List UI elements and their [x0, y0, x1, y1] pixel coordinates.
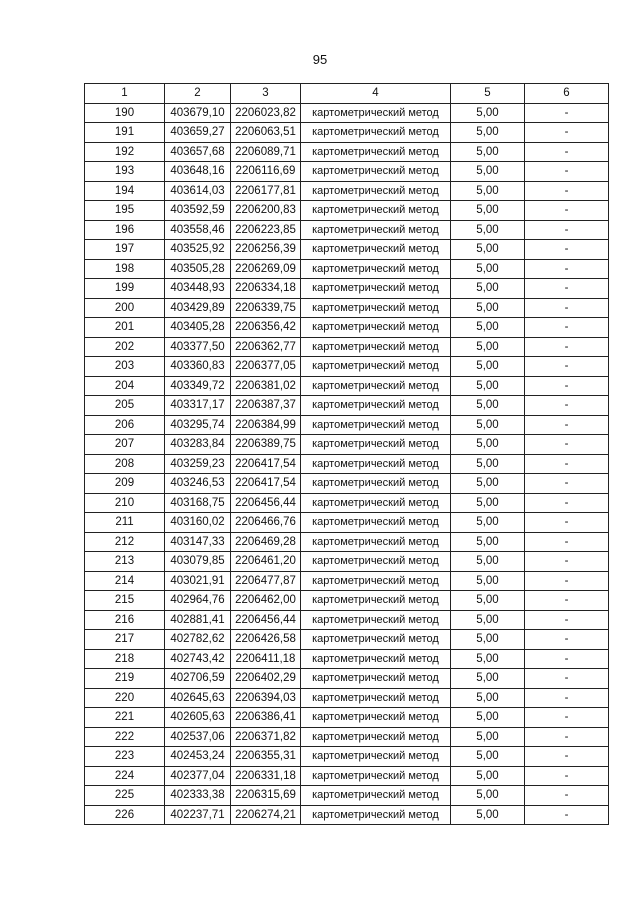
table-row [85, 532, 609, 552]
x-coordinate-cell: 403147,33 [165, 532, 231, 552]
column-header: 6 [525, 84, 609, 104]
table-row [85, 376, 609, 396]
note-cell: - [525, 376, 609, 396]
accuracy-cell: 5,00 [451, 376, 525, 396]
x-coordinate-cell: 403349,72 [165, 376, 231, 396]
y-coordinate-cell: 2206389,75 [231, 435, 301, 455]
table-row [85, 357, 609, 377]
x-coordinate-cell: 402333,38 [165, 786, 231, 806]
method-cell: картометрический метод [301, 610, 451, 630]
table-row [85, 298, 609, 318]
x-coordinate-cell: 402782,62 [165, 630, 231, 650]
table-row [85, 181, 609, 201]
x-coordinate-cell: 402537,06 [165, 727, 231, 747]
y-coordinate-cell: 2206269,09 [231, 259, 301, 279]
note-cell: - [525, 669, 609, 689]
method-cell: картометрический метод [301, 142, 451, 162]
x-coordinate-cell: 402453,24 [165, 747, 231, 767]
y-coordinate-cell: 2206356,42 [231, 318, 301, 338]
y-coordinate-cell: 2206023,82 [231, 103, 301, 123]
coordinates-table [84, 83, 609, 825]
accuracy-cell: 5,00 [451, 318, 525, 338]
table-row [85, 708, 609, 728]
accuracy-cell: 5,00 [451, 708, 525, 728]
x-coordinate-cell: 403648,16 [165, 162, 231, 182]
point-number-cell: 205 [85, 396, 165, 416]
note-cell: - [525, 591, 609, 611]
x-coordinate-cell: 403525,92 [165, 240, 231, 260]
note-cell: - [525, 435, 609, 455]
x-coordinate-cell: 403657,68 [165, 142, 231, 162]
table-body [85, 103, 609, 825]
y-coordinate-cell: 2206417,54 [231, 454, 301, 474]
column-header: 5 [451, 84, 525, 104]
point-number-cell: 226 [85, 805, 165, 825]
table-row [85, 493, 609, 513]
note-cell: - [525, 103, 609, 123]
method-cell: картометрический метод [301, 727, 451, 747]
column-header: 2 [165, 84, 231, 104]
x-coordinate-cell: 403295,74 [165, 415, 231, 435]
accuracy-cell: 5,00 [451, 337, 525, 357]
y-coordinate-cell: 2206331,18 [231, 766, 301, 786]
table-row [85, 123, 609, 143]
point-number-cell: 214 [85, 571, 165, 591]
method-cell: картометрический метод [301, 201, 451, 221]
method-cell: картометрический метод [301, 181, 451, 201]
method-cell: картометрический метод [301, 298, 451, 318]
table-row [85, 727, 609, 747]
method-cell: картометрический метод [301, 552, 451, 572]
method-cell: картометрический метод [301, 571, 451, 591]
accuracy-cell: 5,00 [451, 279, 525, 299]
point-number-cell: 193 [85, 162, 165, 182]
accuracy-cell: 5,00 [451, 396, 525, 416]
y-coordinate-cell: 2206256,39 [231, 240, 301, 260]
method-cell: картометрический метод [301, 630, 451, 650]
note-cell: - [525, 630, 609, 650]
table-row [85, 220, 609, 240]
y-coordinate-cell: 2206461,20 [231, 552, 301, 572]
x-coordinate-cell: 402645,63 [165, 688, 231, 708]
method-cell: картометрический метод [301, 805, 451, 825]
accuracy-cell: 5,00 [451, 669, 525, 689]
note-cell: - [525, 532, 609, 552]
point-number-cell: 216 [85, 610, 165, 630]
x-coordinate-cell: 403360,83 [165, 357, 231, 377]
y-coordinate-cell: 2206223,85 [231, 220, 301, 240]
note-cell: - [525, 201, 609, 221]
table-header-row [85, 84, 609, 104]
point-number-cell: 207 [85, 435, 165, 455]
point-number-cell: 191 [85, 123, 165, 143]
y-coordinate-cell: 2206386,41 [231, 708, 301, 728]
method-cell: картометрический метод [301, 708, 451, 728]
point-number-cell: 225 [85, 786, 165, 806]
accuracy-cell: 5,00 [451, 552, 525, 572]
column-header: 4 [301, 84, 451, 104]
point-number-cell: 202 [85, 337, 165, 357]
accuracy-cell: 5,00 [451, 162, 525, 182]
y-coordinate-cell: 2206384,99 [231, 415, 301, 435]
accuracy-cell: 5,00 [451, 571, 525, 591]
accuracy-cell: 5,00 [451, 201, 525, 221]
note-cell: - [525, 727, 609, 747]
accuracy-cell: 5,00 [451, 357, 525, 377]
y-coordinate-cell: 2206394,03 [231, 688, 301, 708]
accuracy-cell: 5,00 [451, 474, 525, 494]
table-row [85, 591, 609, 611]
point-number-cell: 209 [85, 474, 165, 494]
note-cell: - [525, 747, 609, 767]
note-cell: - [525, 571, 609, 591]
x-coordinate-cell: 403448,93 [165, 279, 231, 299]
table-row [85, 610, 609, 630]
point-number-cell: 194 [85, 181, 165, 201]
point-number-cell: 212 [85, 532, 165, 552]
y-coordinate-cell: 2206177,81 [231, 181, 301, 201]
accuracy-cell: 5,00 [451, 805, 525, 825]
x-coordinate-cell: 403259,23 [165, 454, 231, 474]
column-header: 1 [85, 84, 165, 104]
method-cell: картометрический метод [301, 318, 451, 338]
note-cell: - [525, 337, 609, 357]
x-coordinate-cell: 403679,10 [165, 103, 231, 123]
accuracy-cell: 5,00 [451, 454, 525, 474]
x-coordinate-cell: 403160,02 [165, 513, 231, 533]
y-coordinate-cell: 2206387,37 [231, 396, 301, 416]
table-row [85, 649, 609, 669]
y-coordinate-cell: 2206063,51 [231, 123, 301, 143]
y-coordinate-cell: 2206339,75 [231, 298, 301, 318]
point-number-cell: 201 [85, 318, 165, 338]
x-coordinate-cell: 403317,17 [165, 396, 231, 416]
point-number-cell: 199 [85, 279, 165, 299]
table-row [85, 571, 609, 591]
y-coordinate-cell: 2206411,18 [231, 649, 301, 669]
method-cell: картометрический метод [301, 220, 451, 240]
accuracy-cell: 5,00 [451, 142, 525, 162]
x-coordinate-cell: 403405,28 [165, 318, 231, 338]
x-coordinate-cell: 402706,59 [165, 669, 231, 689]
table-row [85, 630, 609, 650]
table-row [85, 474, 609, 494]
x-coordinate-cell: 403168,75 [165, 493, 231, 513]
accuracy-cell: 5,00 [451, 649, 525, 669]
method-cell: картометрический метод [301, 493, 451, 513]
accuracy-cell: 5,00 [451, 259, 525, 279]
table-row [85, 162, 609, 182]
y-coordinate-cell: 2206426,58 [231, 630, 301, 650]
note-cell: - [525, 298, 609, 318]
y-coordinate-cell: 2206456,44 [231, 493, 301, 513]
point-number-cell: 192 [85, 142, 165, 162]
x-coordinate-cell: 403592,59 [165, 201, 231, 221]
x-coordinate-cell: 402743,42 [165, 649, 231, 669]
method-cell: картометрический метод [301, 649, 451, 669]
point-number-cell: 210 [85, 493, 165, 513]
accuracy-cell: 5,00 [451, 493, 525, 513]
x-coordinate-cell: 403429,89 [165, 298, 231, 318]
y-coordinate-cell: 2206334,18 [231, 279, 301, 299]
accuracy-cell: 5,00 [451, 435, 525, 455]
y-coordinate-cell: 2206355,31 [231, 747, 301, 767]
note-cell: - [525, 474, 609, 494]
point-number-cell: 217 [85, 630, 165, 650]
point-number-cell: 198 [85, 259, 165, 279]
method-cell: картометрический метод [301, 532, 451, 552]
note-cell: - [525, 181, 609, 201]
point-number-cell: 213 [85, 552, 165, 572]
method-cell: картометрический метод [301, 591, 451, 611]
x-coordinate-cell: 402377,04 [165, 766, 231, 786]
x-coordinate-cell: 403246,53 [165, 474, 231, 494]
table-row [85, 435, 609, 455]
note-cell: - [525, 493, 609, 513]
method-cell: картометрический метод [301, 103, 451, 123]
note-cell: - [525, 162, 609, 182]
x-coordinate-cell: 403079,85 [165, 552, 231, 572]
column-header: 3 [231, 84, 301, 104]
table-row [85, 766, 609, 786]
note-cell: - [525, 454, 609, 474]
note-cell: - [525, 123, 609, 143]
x-coordinate-cell: 402605,63 [165, 708, 231, 728]
note-cell: - [525, 708, 609, 728]
method-cell: картометрический метод [301, 396, 451, 416]
table-row [85, 337, 609, 357]
table-row [85, 142, 609, 162]
point-number-cell: 204 [85, 376, 165, 396]
method-cell: картометрический метод [301, 376, 451, 396]
note-cell: - [525, 279, 609, 299]
y-coordinate-cell: 2206200,83 [231, 201, 301, 221]
method-cell: картометрический метод [301, 688, 451, 708]
point-number-cell: 200 [85, 298, 165, 318]
y-coordinate-cell: 2206315,69 [231, 786, 301, 806]
point-number-cell: 220 [85, 688, 165, 708]
table-row [85, 259, 609, 279]
point-number-cell: 190 [85, 103, 165, 123]
point-number-cell: 211 [85, 513, 165, 533]
point-number-cell: 219 [85, 669, 165, 689]
method-cell: картометрический метод [301, 435, 451, 455]
method-cell: картометрический метод [301, 240, 451, 260]
method-cell: картометрический метод [301, 337, 451, 357]
y-coordinate-cell: 2206089,71 [231, 142, 301, 162]
accuracy-cell: 5,00 [451, 688, 525, 708]
y-coordinate-cell: 2206116,69 [231, 162, 301, 182]
note-cell: - [525, 259, 609, 279]
note-cell: - [525, 396, 609, 416]
point-number-cell: 218 [85, 649, 165, 669]
point-number-cell: 222 [85, 727, 165, 747]
x-coordinate-cell: 403283,84 [165, 435, 231, 455]
y-coordinate-cell: 2206377,05 [231, 357, 301, 377]
point-number-cell: 195 [85, 201, 165, 221]
table-row [85, 552, 609, 572]
point-number-cell: 208 [85, 454, 165, 474]
method-cell: картометрический метод [301, 454, 451, 474]
accuracy-cell: 5,00 [451, 747, 525, 767]
point-number-cell: 203 [85, 357, 165, 377]
table-row [85, 805, 609, 825]
method-cell: картометрический метод [301, 123, 451, 143]
method-cell: картометрический метод [301, 747, 451, 767]
method-cell: картометрический метод [301, 357, 451, 377]
y-coordinate-cell: 2206371,82 [231, 727, 301, 747]
accuracy-cell: 5,00 [451, 610, 525, 630]
point-number-cell: 215 [85, 591, 165, 611]
method-cell: картометрический метод [301, 259, 451, 279]
note-cell: - [525, 649, 609, 669]
accuracy-cell: 5,00 [451, 630, 525, 650]
y-coordinate-cell: 2206466,76 [231, 513, 301, 533]
point-number-cell: 221 [85, 708, 165, 728]
accuracy-cell: 5,00 [451, 532, 525, 552]
table-row [85, 201, 609, 221]
table-row [85, 415, 609, 435]
table-row [85, 279, 609, 299]
y-coordinate-cell: 2206274,21 [231, 805, 301, 825]
table-row [85, 786, 609, 806]
table-row [85, 454, 609, 474]
table-row [85, 513, 609, 533]
point-number-cell: 206 [85, 415, 165, 435]
y-coordinate-cell: 2206469,28 [231, 532, 301, 552]
accuracy-cell: 5,00 [451, 181, 525, 201]
method-cell: картометрический метод [301, 669, 451, 689]
note-cell: - [525, 357, 609, 377]
accuracy-cell: 5,00 [451, 786, 525, 806]
point-number-cell: 196 [85, 220, 165, 240]
page-number: 95 [312, 52, 328, 67]
accuracy-cell: 5,00 [451, 415, 525, 435]
note-cell: - [525, 142, 609, 162]
y-coordinate-cell: 2206456,44 [231, 610, 301, 630]
table-row [85, 747, 609, 767]
method-cell: картометрический метод [301, 279, 451, 299]
note-cell: - [525, 220, 609, 240]
method-cell: картометрический метод [301, 415, 451, 435]
x-coordinate-cell: 402237,71 [165, 805, 231, 825]
note-cell: - [525, 688, 609, 708]
accuracy-cell: 5,00 [451, 220, 525, 240]
note-cell: - [525, 552, 609, 572]
note-cell: - [525, 786, 609, 806]
x-coordinate-cell: 403614,03 [165, 181, 231, 201]
x-coordinate-cell: 403505,28 [165, 259, 231, 279]
table-row [85, 103, 609, 123]
x-coordinate-cell: 403659,27 [165, 123, 231, 143]
point-number-cell: 223 [85, 747, 165, 767]
accuracy-cell: 5,00 [451, 591, 525, 611]
method-cell: картометрический метод [301, 766, 451, 786]
x-coordinate-cell: 402964,76 [165, 591, 231, 611]
note-cell: - [525, 766, 609, 786]
accuracy-cell: 5,00 [451, 103, 525, 123]
accuracy-cell: 5,00 [451, 240, 525, 260]
note-cell: - [525, 610, 609, 630]
x-coordinate-cell: 403377,50 [165, 337, 231, 357]
x-coordinate-cell: 402881,41 [165, 610, 231, 630]
table-row [85, 240, 609, 260]
note-cell: - [525, 805, 609, 825]
method-cell: картометрический метод [301, 474, 451, 494]
point-number-cell: 224 [85, 766, 165, 786]
method-cell: картометрический метод [301, 786, 451, 806]
accuracy-cell: 5,00 [451, 123, 525, 143]
accuracy-cell: 5,00 [451, 727, 525, 747]
note-cell: - [525, 240, 609, 260]
y-coordinate-cell: 2206381,02 [231, 376, 301, 396]
x-coordinate-cell: 403558,46 [165, 220, 231, 240]
accuracy-cell: 5,00 [451, 298, 525, 318]
note-cell: - [525, 415, 609, 435]
table-row [85, 318, 609, 338]
y-coordinate-cell: 2206362,77 [231, 337, 301, 357]
accuracy-cell: 5,00 [451, 513, 525, 533]
accuracy-cell: 5,00 [451, 766, 525, 786]
y-coordinate-cell: 2206462,00 [231, 591, 301, 611]
note-cell: - [525, 513, 609, 533]
method-cell: картометрический метод [301, 162, 451, 182]
table-row [85, 688, 609, 708]
point-number-cell: 197 [85, 240, 165, 260]
x-coordinate-cell: 403021,91 [165, 571, 231, 591]
y-coordinate-cell: 2206402,29 [231, 669, 301, 689]
method-cell: картометрический метод [301, 513, 451, 533]
table-row [85, 396, 609, 416]
note-cell: - [525, 318, 609, 338]
y-coordinate-cell: 2206477,87 [231, 571, 301, 591]
table-row [85, 669, 609, 689]
y-coordinate-cell: 2206417,54 [231, 474, 301, 494]
